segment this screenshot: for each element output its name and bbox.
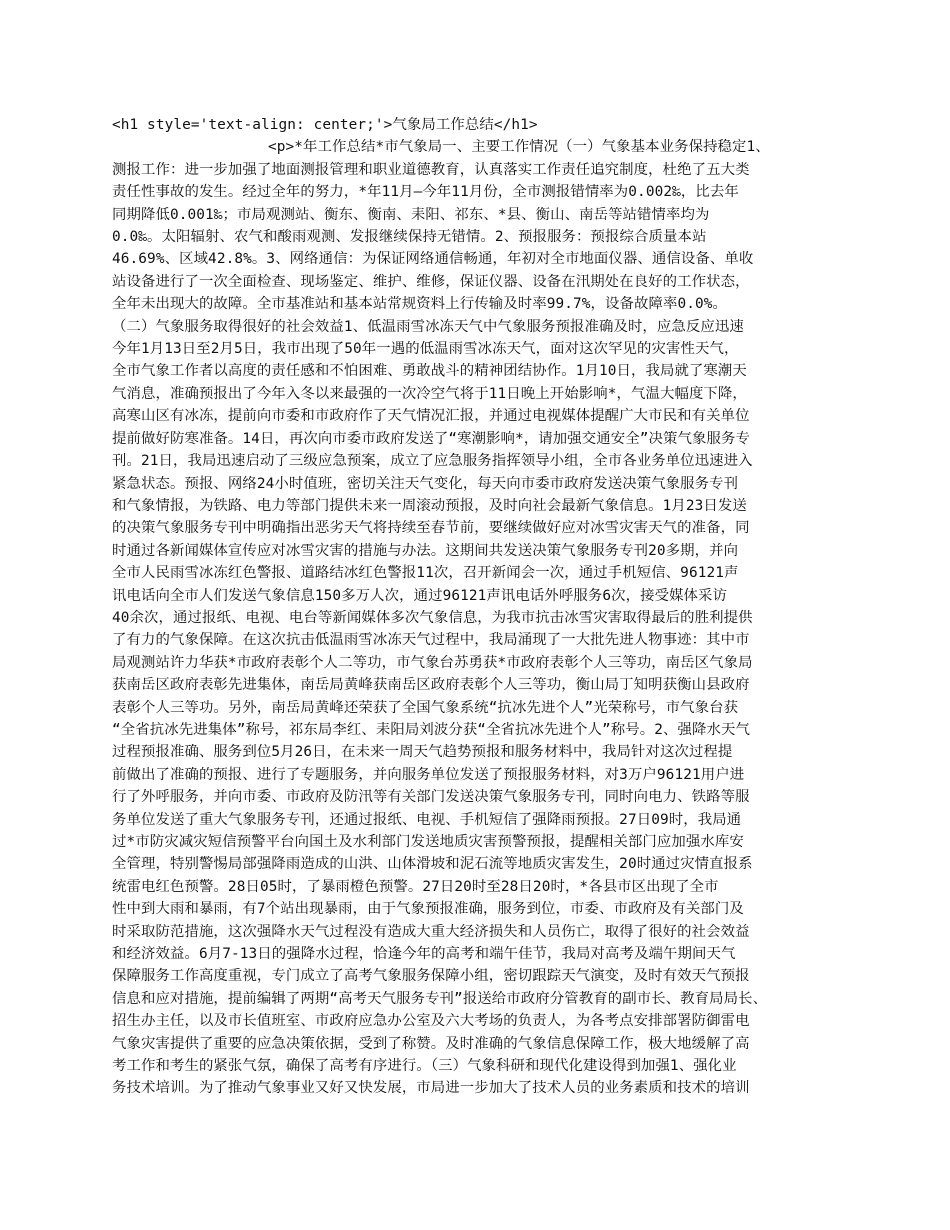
raw-heading-markup: <h1 style='text-align: center;'>气象局工作总结</h1> [112, 117, 538, 133]
text-line: 同期降低0.001‰；市局观测站、衡东、衡南、耒阳、祁东、*县、衡山、南岳等站错情率均为 [112, 206, 710, 223]
text-line: 和经济效益。6月7-13日的强降水过程，恰逢今年的高考和端午佳节，我局对高考及端午期间天气 [112, 946, 736, 963]
text-line: 站设备进行了一次全面检查、现场鉴定、维护、维修，保证仪器、设备在汛期处在良好的工作状态， [112, 273, 750, 290]
text-line: 全年未出现大的故障。全市基准站和基本站常规资料上行传输及时率99.7%，设备故障率0.0%。 [112, 296, 728, 313]
text-line: 时通过各新闻媒体宣传应对冰雪灾害的措施与办法。这期间共发送决策气象服务专刊20多期，并向 [112, 542, 739, 559]
text-line: 全管理，特别警惕局部强降雨造成的山洪、山体滑坡和泥石流等地质灾害发生，20时通过灾情直报系 [112, 856, 753, 873]
text-line: 务技术培训。为了推动气象事业又好又快发展，市局进一步加大了技术人员的业务素质和技术的培训 [112, 1080, 750, 1097]
text-line: 责任性事故的发生。经过全年的努力，*年11月—今年11月份，全市测报错情率为0.002‰，比去年 [112, 184, 739, 201]
text-line: 气象灾害提供了重要的应急决策依据，受到了称赞。及时准确的气象信息保障工作，极大地缓解了高 [112, 1035, 750, 1052]
text-line: 今年1月13日至2月5日，我市出现了50年一遇的低温雨雪冰冻天气，面对这次罕见的灾害性天气， [112, 341, 739, 358]
text-line: 信息和应对措施，提前编辑了两期“高考天气服务专刊”报送给市政府分管教育的副市长、教育局局长、 [112, 990, 768, 1007]
text-line: 提前做好防寒准备。14日，再次向市委市政府发送了“寒潮影响*，请加强交通安全”决策气象服务专 [112, 430, 750, 447]
text-line: 统雷电红色预警。28日05时，了暴雨橙色预警。27日20时至28日20时，*各县市区出现了全市 [112, 878, 719, 895]
text-line: 紧急状态。预报、网络24小时值班，密切关注天气变化，每天向市委市政府发送决策气象服务专刊 [112, 475, 739, 492]
text-line: 高寒山区有冰冻，提前向市委和市政府作了天气情况汇报，并通过电视媒体提醒广大市民和有关单位 [112, 408, 750, 425]
text-line: 前做出了准确的预报、进行了专题服务，并向服务单位发送了预报服务材料，对3万户96121用户进 [112, 766, 745, 783]
raw-paragraph-start: <p>*年工作总结*市气象局一、主要工作情况（一）气象基本业务保持稳定1、 [268, 139, 770, 156]
text-line: （二）气象服务取得很好的社会效益1、低温雨雪冰冻天气中气象服务预报准确及时，应急反应迅速 [112, 318, 744, 335]
text-line: 务单位发送了重大气象服务专刊，还通过报纸、电视、手机短信了强降雨预报。27日09时，我局通 [112, 811, 742, 828]
text-line: 过*市防灾减灾短信预警平台向国土及水利部门发送地质灾害预警预报，提醒相关部门应加强水库安 [112, 834, 744, 850]
text-line: 性中到大雨和暴雨，有7个站出现暴雨，由于气象预报准确，服务到位，市委、市政府及有关部门及 [112, 901, 744, 918]
text-line: 表彰个人三等功。另外，南岳局黄峰还荣获了全国气象系统“抗冰先进个人”光荣称号，市气象台获 [112, 699, 739, 716]
text-line: 的决策气象服务专刊中明确指出恶劣天气将持续至春节前，要继续做好应对冰雪灾害天气的准备，同 [112, 520, 750, 537]
text-line: 40余次，通过报纸、电视、电台等新闻媒体多次气象信息，为我市抗击冰雪灾害取得最后的胜利提供 [112, 609, 753, 626]
text-line: 过程预报准确、服务到位5月26日，在未来一周天气趋势预报和服务材料中，我局针对这次过程提 [112, 744, 733, 761]
text-line: 46.69%、区域42.8%。3、网络通信：为保证网络通信畅通，年初对全市地面仪器、通信设备、单收 [112, 251, 754, 268]
text-line: 全市气象工作者以高度的责任感和不怕困难、勇敢战斗的精神团结协作。1月10日，我局就了寒潮天 [112, 363, 747, 380]
text-line: 保障服务工作高度重视，专门成立了高考气象服务保障小组，密切跟踪天气演变，及时有效天气预报 [112, 968, 750, 985]
text-line: 局观测站许力华获*市政府表彰个人二等功，市气象台苏勇获*市政府表彰个人三等功，南岳区气象局 [112, 654, 753, 671]
text-line: 招生办主任，以及市长值班室、市政府应急办公室及六大考场的负责人，为各考点安排部署防御雷电 [112, 1013, 750, 1030]
text-line: 0.0‰。太阳辐射、农气和酸雨观测、发报继续保持无错情。2、预报服务：预报综合质量本站 [112, 229, 707, 246]
text-line: 行了外呼服务，并向市委、市政府及防汛等有关部门发送决策气象服务专刊，同时向电力、铁路等服 [112, 789, 750, 806]
text-line: 和气象情报，为铁路、电力等部门提供未来一周滚动预报，及时向社会最新气象信息。1月23日发送 [112, 497, 747, 514]
text-line: 了有力的气象保障。在这次抗击低温雨雪冰冻天气过程中，我局涌现了一大批先进人物事迹：其中市 [112, 632, 750, 649]
text-line: 考工作和考生的紧张气氛，确保了高考有序进行。（三）气象科研和现代化建设得到加强1、强化业 [112, 1058, 737, 1075]
text-line: 气消息，准确预报出了今年入冬以来最强的一次冷空气将于11日晚上开始影响*，气温大幅度下降， [112, 385, 747, 402]
text-line: 获南岳区政府表彰先进集体，南岳局黄峰获南岳区政府表彰个人三等功，衡山局丁知明获衡山县政府 [112, 677, 750, 694]
text-line: 讯电话向全市人们发送气象信息150多万人次，通过96121声讯电话外呼服务6次，接受媒体采访 [112, 587, 728, 604]
document-body [112, 114, 842, 1100]
text-line: 测报工作：进一步加强了地面测报管理和职业道德教育，认真落实工作责任追究制度，杜绝了五大类 [112, 161, 750, 178]
text-line: 全市人民雨雪冰冻红色警报、道路结冰红色警报11次，召开新闻会一次，通过手机短信、96121声 [112, 565, 739, 582]
text-line: “全省抗冰先进集体”称号，祁东局李红、耒阳局刘波分获“全省抗冰先进个人”称号。2、强降水天气 [112, 721, 750, 738]
text-line: 时采取防范措施，这次强降水天气过程没有造成大重大经济损失和人员伤亡，取得了很好的社会效益 [112, 923, 750, 940]
text-line: 刊。21日，我局迅速启动了三级应急预案，成立了应急服务指挥领导小组，全市各业务单位迅速进入 [112, 453, 753, 470]
